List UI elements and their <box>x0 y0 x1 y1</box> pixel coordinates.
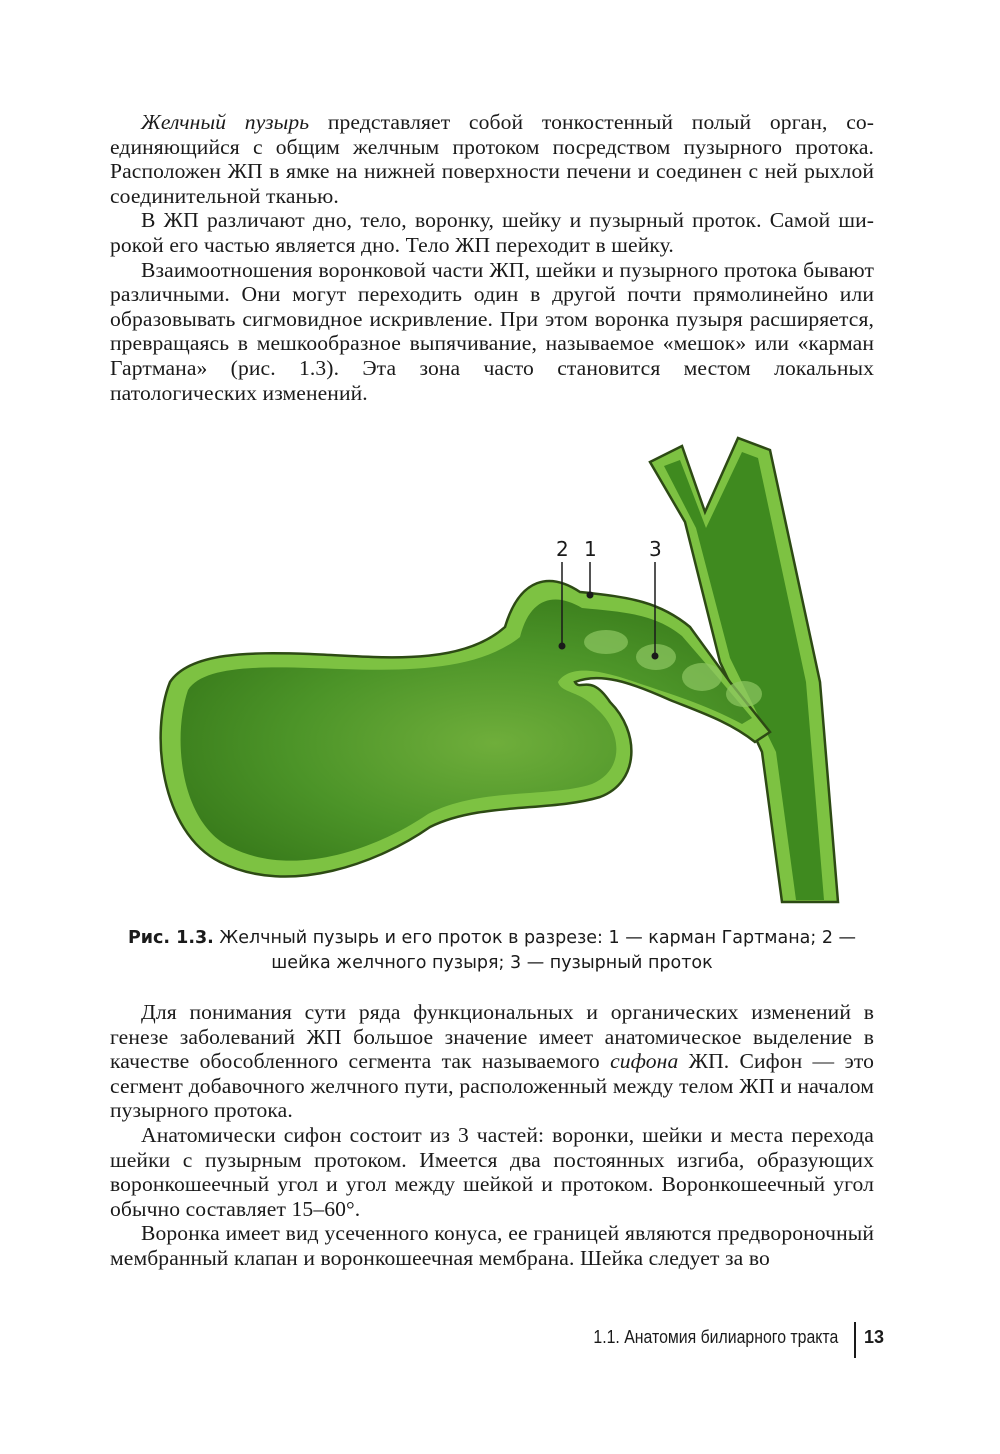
top-text <box>110 110 874 405</box>
paragraph: Для понимания сути ряда функциональных и органических изменений в генезе заболеваний ЖП большое значение имеет анатомическое выделение в качестве обособленного сегмента так называемого сифона ЖП. Сифон — это сегмент добавочного желчного пути, расположенный между телом ЖП и началом пузырного протока. <box>110 1000 874 1123</box>
gallbladder-figure <box>130 432 850 912</box>
label-2: 2 <box>556 537 569 561</box>
label-1: 1 <box>584 537 597 561</box>
bottom-text <box>110 1000 874 1271</box>
page-footer <box>560 1322 900 1362</box>
figure-caption: Рис. 1.3. Желчный пузырь и его проток в разрезе: 1 — карман Гартмана; 2 — шейка желчного пузыря; 3 — пузырный проток <box>127 928 857 973</box>
paragraph: В ЖП различают дно, тело, воронку, шейку и пузырный проток. Самой широкой его частью является дно. Тело ЖП переходит в шейку. <box>110 208 874 257</box>
gallbladder-lumen <box>181 600 752 861</box>
term-siphon: сифона <box>610 1049 679 1074</box>
label-3: 3 <box>649 537 662 561</box>
paragraph: Взаимоотношения воронковой части ЖП, шейки и пузырного протока бывают различными. Они могут переходить один в другой почти прямолинейно или образовывать сигмовидное искривление. При этом воронка пузыря расширяется, превращаясь в мешкообразное выпячивание, называемое «мешок» или «карман Гартмана» (рис. 1.3). Эта зона часто становится местом локальных патологических изменений. <box>110 257 874 405</box>
paragraph: Желчный пузырь представляет собой тонкостенный полый орган, соединяющийся с общим желчным протоком посредством пузырного протока. Расположен ЖП в ямке на нижней поверхности печени и соединен с ней рыхлой соединительной тканью. <box>110 110 874 208</box>
term-gallbladder: Желчный пузырь <box>141 110 310 134</box>
footer-divider <box>854 1322 856 1358</box>
running-title: 1.1. Анатомия билиарного тракта <box>593 1327 838 1347</box>
paragraph: Анатомически сифон состоит из 3 частей: воронки, шейки и места перехода шейки с пузырным протоком. Имеется два постоянных изгиба, образующих воронкошеечный угол и угол между шейкой и протоком. Воронкошеечный угол обычно составляет 15–60°. <box>110 1122 874 1221</box>
paragraph: Воронка имеет вид усеченного конуса, ее границей являются предвороночный мембранный клапан и воронкошеечная мембрана. Шейка следует за во <box>110 1221 874 1270</box>
page-number: 13 <box>864 1327 885 1347</box>
gallbladder-illustration <box>130 432 850 912</box>
figure-ref: Рис. 1.3. <box>127 928 214 948</box>
